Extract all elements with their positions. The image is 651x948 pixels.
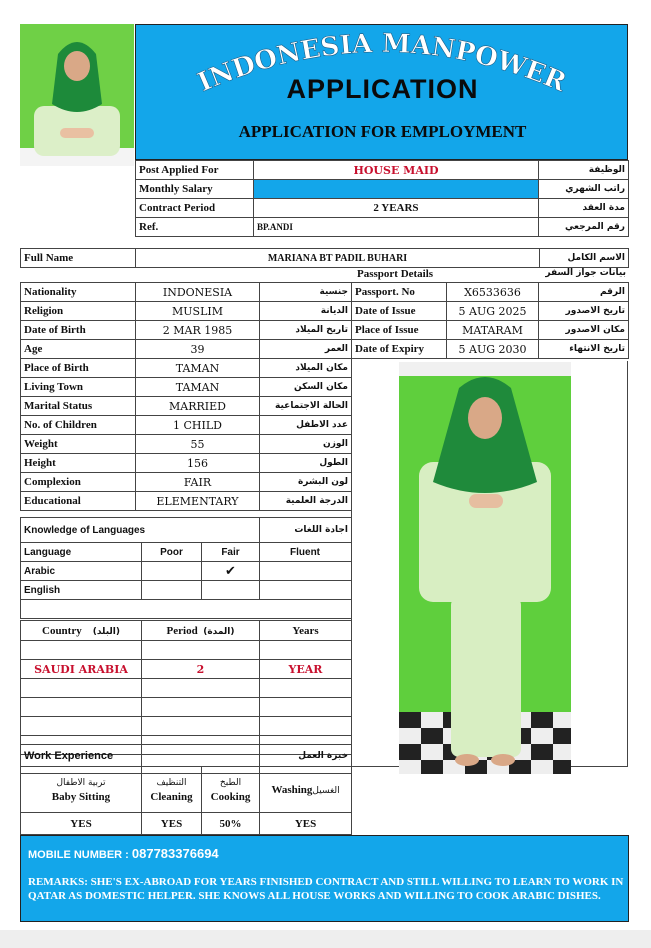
contract-label: Contract Period [136,199,254,218]
empty-cell [21,679,142,698]
passport-no-ar: الرقم [539,283,629,302]
personal-label: Date of Birth [21,321,136,340]
skill-cleaning: التنظيف Cleaning [142,767,202,813]
ref-label: Ref. [136,218,254,237]
empty-cell [260,717,352,736]
personal-label: Height [21,454,136,473]
application-subtitle: APPLICATION FOR EMPLOYMENT [238,122,527,141]
personal-table [20,282,352,511]
mobile-number [28,846,219,861]
lang-header-language: Language [21,543,142,562]
empty-cell [142,641,260,660]
salary-label: Monthly Salary [136,180,254,199]
empty-cell [142,698,260,717]
passport-title: Passport Details [357,268,434,280]
expiry-date-value: 5 AUG 2030 [447,340,539,359]
personal-label: Place of Birth [21,359,136,378]
remarks-text: REMARKS: SHE'S EX-ABROAD FOR YEARS FINISHED CONTRACT AND STILL WILLING TO LEARN TO WORK IN QATAR AS DOMESTIC HELPER. SHE KNOWS ALL HOUSE WORKS AND WILLING TO COOK ARABIC DISHES. [28,876,624,902]
experience-row [21,660,352,679]
personal-value: 156 [136,454,260,473]
personal-value: FAIR [136,473,260,492]
language-poor [142,581,202,600]
language-row [21,581,352,600]
personal-row [21,473,352,492]
full-name-table [20,248,629,268]
full-name-label: Full Name [21,249,136,268]
contract-value: 2 YEARS [254,199,539,218]
full-name-label-ar: الاسم الكامل [540,249,629,268]
experience-years: YEAR [260,660,352,679]
personal-label-ar: الطول [260,454,352,473]
personal-label: Nationality [21,283,136,302]
skill-cleaning-value: YES [142,813,202,835]
application-title: APPLICATION [286,74,479,104]
language-row [21,562,352,581]
check-icon: ✔ [202,562,260,581]
full-name-value: MARIANA BT PADIL BUHARI [136,249,540,268]
personal-label-ar: لون البشرة [260,473,352,492]
language-fluent [260,562,352,581]
bottom-strip [0,930,651,948]
personal-value: 39 [136,340,260,359]
personal-value: 2 MAR 1985 [136,321,260,340]
personal-label: Living Town [21,378,136,397]
exp-header-period: Period (المدة) [142,621,260,641]
empty-cell [142,717,260,736]
skill-baby-sitting: تربية الاطفال Baby Sitting [21,767,142,813]
personal-value: ELEMENTARY [136,492,260,511]
personal-value: 55 [136,435,260,454]
empty-cell [21,717,142,736]
personal-label: Educational [21,492,136,511]
personal-label-ar: عدد الاطفل [260,416,352,435]
personal-label: No. of Children [21,416,136,435]
ref-label-ar: رقم المرجعي [539,218,629,237]
personal-label-ar: مكان الميلاد [260,359,352,378]
contract-label-ar: مدة العقد [539,199,629,218]
personal-row [21,321,352,340]
personal-label-ar: الوزن [260,435,352,454]
personal-row [21,492,352,511]
empty-cell [260,698,352,717]
passport-row [352,340,629,359]
personal-value: TAMAN [136,378,260,397]
empty-cell [21,641,142,660]
passport-row [352,321,629,340]
post-table [135,160,629,237]
empty-cell [260,679,352,698]
spacer-row [21,600,352,619]
language-fluent [260,581,352,600]
personal-label: Weight [21,435,136,454]
personal-label-ar: الحالة الاجتماعية [260,397,352,416]
ref-value: BP.ANDI [254,218,539,237]
personal-value: MUSLIM [136,302,260,321]
personal-row [21,340,352,359]
personal-row [21,397,352,416]
personal-label-ar: جنسية [260,283,352,302]
post-value: HOUSE MAID [254,161,539,180]
personal-label-ar: الديانة [260,302,352,321]
personal-row [21,435,352,454]
personal-row [21,359,352,378]
mobile-label: MOBILE NUMBER : [28,849,132,861]
passport-table [351,282,629,359]
language-name: English [21,581,142,600]
language-poor [142,562,202,581]
expiry-date-ar: تاريخ الانتهاء [539,340,629,359]
skill-washing: Washingالغسيل [260,767,352,813]
empty-cell [142,679,260,698]
personal-label: Marital Status [21,397,136,416]
personal-value: TAMAN [136,359,260,378]
lang-header-poor: Poor [142,543,202,562]
personal-row [21,378,352,397]
empty-cell [21,698,142,717]
footer-panel [20,835,629,922]
personal-label-ar: العمر [260,340,352,359]
applicant-photo-large [399,362,571,774]
languages-table [20,517,352,619]
issue-place-label: Place of Issue [352,321,447,340]
exp-header-years: Years [260,621,352,641]
personal-label: Age [21,340,136,359]
header-banner [135,24,628,160]
passport-row [352,283,629,302]
experience-country: SAUDI ARABIA [21,660,142,679]
empty-cell [260,641,352,660]
languages-title: Knowledge of Languages [21,518,260,543]
lang-header-fair: Fair [202,543,260,562]
salary-label-ar: راتب الشهري [539,180,629,199]
mobile-value: 087783376694 [131,846,219,861]
experience-period: 2 [142,660,260,679]
passport-row [352,302,629,321]
personal-row [21,283,352,302]
issue-date-ar: تاريخ الاصدور [539,302,629,321]
skill-cooking: الطبخ Cooking [202,767,260,813]
work-experience-title: Work Experience [21,745,260,767]
languages-title-ar: اجادة اللغات [260,518,352,543]
expiry-date-label: Date of Expiry [352,340,447,359]
salary-value [254,180,539,199]
issue-place-value: MATARAM [447,321,539,340]
post-label-ar: الوظيفة [539,161,629,180]
issue-date-label: Date of Issue [352,302,447,321]
exp-header-country: Country (البلد) [21,621,142,641]
personal-label-ar: تاريخ الميلاد [260,321,352,340]
personal-label-ar: مكان السكن [260,378,352,397]
personal-row [21,416,352,435]
post-row [136,161,629,180]
ref-row [136,218,629,237]
applicant-photo-small [20,24,134,166]
contract-row [136,199,629,218]
personal-value: INDONESIA [136,283,260,302]
personal-value: MARRIED [136,397,260,416]
issue-date-value: 5 AUG 2025 [447,302,539,321]
passport-no-value: X6533636 [447,283,539,302]
personal-row [21,454,352,473]
language-name: Arabic [21,562,142,581]
personal-label-ar: الدرجة العلمية [260,492,352,511]
svg-text:INDONESIA MANPOWER: INDONESIA MANPOWER [193,28,571,99]
salary-row [136,180,629,199]
skills-table [20,744,352,835]
skill-baby-sitting-value: YES [21,813,142,835]
personal-row [21,302,352,321]
passport-title-ar: بيانات جواز السفر [545,268,626,278]
lang-header-fluent: Fluent [260,543,352,562]
personal-label: Complexion [21,473,136,492]
personal-value: 1 CHILD [136,416,260,435]
personal-label: Religion [21,302,136,321]
work-experience-title-ar: خبرة العمل [260,745,352,767]
post-label: Post Applied For [136,161,254,180]
skill-washing-value: YES [260,813,352,835]
passport-no-label: Passport. No [352,283,447,302]
skill-cooking-value: 50% [202,813,260,835]
issue-place-ar: مكان الاصدور [539,321,629,340]
language-fair [202,581,260,600]
